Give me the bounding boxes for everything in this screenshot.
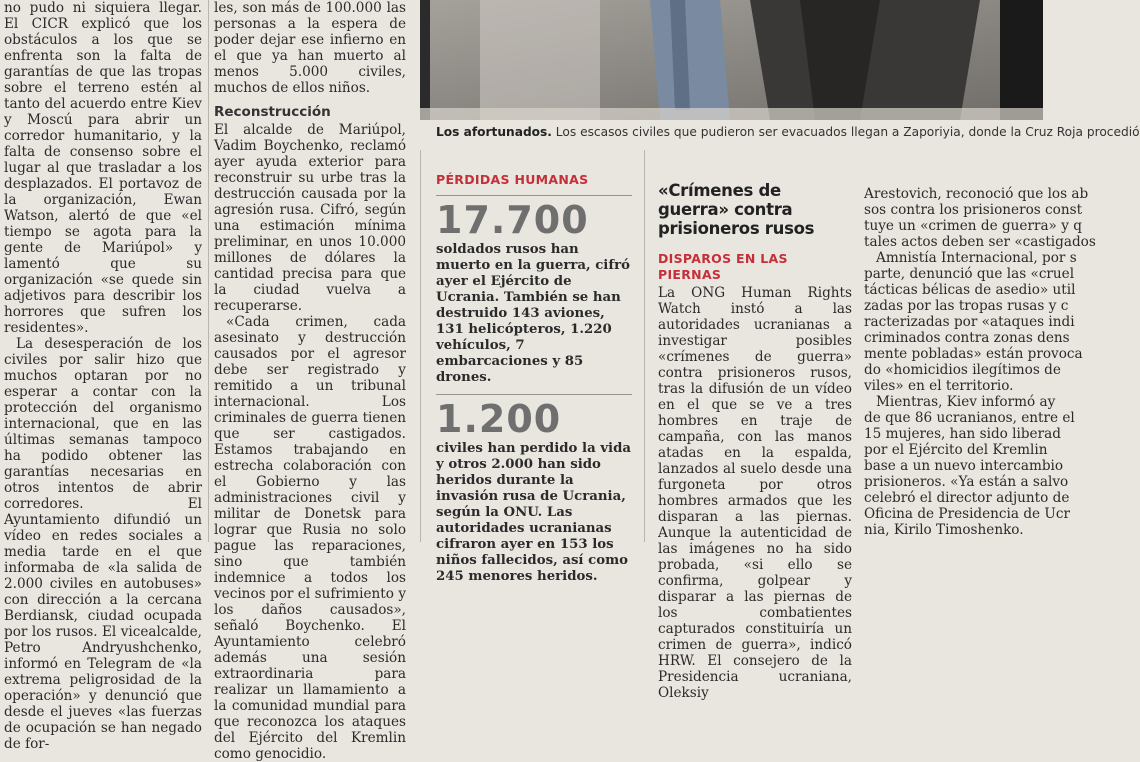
article-column-5 [864, 186, 1096, 538]
stats-divider [436, 195, 632, 196]
col1-paragraph-2: La desesperación de los civiles por salir hizo que muchos optaran por no esperar a contar con la protección del organismo internacional, que en las últimas semanas tampoco ha podido obtener las garantías necesarias en otros intentos de abrir corredores. El Ayuntamiento difundió un vídeo en redes sociales a media tarde en el que informaba de «la salida de 2.000 civiles en autobuses» con dirección a la cercana Berdiansk, ciudad ocupada por los rusos. El vicealcalde, Petro Andryushchenko, informó en Telegram de «la extrema peligrosidad de la operación» y denunció que desde el jueves «las fuerzas de ocupación se han negado de for- [4, 336, 202, 752]
col5-line: prisioneros. «Ya están a salvo [864, 474, 1069, 490]
col5-line: Mientras, Kiev informó ay [876, 394, 1056, 410]
col5-line: 15 mujeres, han sido liberad [864, 426, 1061, 442]
column-divider [644, 150, 645, 542]
col5-line: sos contra los prisioneros const [864, 202, 1083, 218]
col5-line: mente pobladas» están provoca [864, 346, 1083, 362]
col5-line: viles» en el territorio. [864, 378, 1014, 394]
stats-text-1: soldados rusos han muerto en la guerra, cifró ayer el Ejército de Ucrania. También se han destruido 143 aviones, 131 helicópteros, 1.220 vehículos, 7 embarcaciones y 85 drones. [436, 242, 630, 385]
col5-line: Arestovich, reconoció que los ab [864, 186, 1089, 202]
col5-line: racterizadas por «ataques indi [864, 314, 1075, 330]
column-divider [420, 150, 421, 542]
col5-line: criminados contra zonas dens [864, 330, 1070, 346]
col2-subheading: Reconstrucción [214, 104, 331, 120]
col2-paragraph-a: El alcalde de Mariúpol, Vadim Boychenko, reclamó ayer ayuda exterior para reconstruir su urbe tras la destrucción causada por la agresión rusa. Cifró, según una estimación mínima preliminar, en unos 10.000 millones de dólares la cantidad precisa para que la ciudad vuelva a recuperarse. [214, 122, 406, 314]
col5-line: por el Ejército del Kremlin [864, 442, 1048, 458]
col2-paragraph-b: «Cada crimen, cada asesinato y destrucción causados por el agresor debe ser registrado y remitido a un tribunal internacional. Los criminales de guerra tienen que ser castigados. Estamos trabajando en estrecha colaboración con el Gobierno y las administraciones civil y militar de Donetsk para lograr que Rusia no solo pague las reparaciones, sino que también indemnice a todos los vecinos por el sufrimiento y los daños causados», señaló Boychenko. El Ayuntamiento celebró además una sesión extraordinaria para realizar un llamamiento a la comunidad mundial para que reconozca los ataques del Ejército del Kremlin como genocidio. [214, 314, 406, 762]
article-column-1 [4, 0, 202, 752]
col4-paragraph: La ONG Human Rights Watch instó a las autoridades ucranianas a investigar posibles «crímenes de guerra» contra prisioneros rusos, tras la difusión de un vídeo en el que se ve a tres hombres en traje de campaña, con las manos atadas en la espalda, lanzados al suelo desde una furgoneta por otros hombres armados que les disparan a las piernas. Aunque la autenticidad de las imágenes no ha sido probada, «si ello se confirma, golpear y disparar a las piernas de los combatientes capturados constituiría un crimen de guerra», indicó HRW. El consejero de la Presidencia ucraniana, Oleksiy [658, 285, 852, 701]
col5-line: base a un nuevo intercambio [864, 458, 1064, 474]
col5-line: parte, denunció que las «cruel [864, 266, 1075, 282]
col5-line: nia, Kirilo Timoshenko. [864, 522, 1024, 538]
article-headline: «Crímenes de guerra» contra prisioneros rusos [658, 181, 815, 238]
article-column-4 [658, 181, 852, 701]
article-column-2 [214, 0, 406, 762]
article-kicker: DISPAROS EN LAS PIERNAS [658, 251, 788, 282]
col5-line: do «homicidios ilegítimos de [864, 362, 1061, 378]
column-divider [208, 0, 209, 542]
col5-line: zadas por las tropas rusas y c [864, 298, 1069, 314]
photo-image [420, 0, 1043, 120]
col5-line: Amnistía Internacional, por s [876, 250, 1077, 266]
news-photo [420, 0, 1043, 120]
col5-line: tuye un «crimen de guerra» y q [864, 218, 1082, 234]
col1-paragraph-1: no pudo ni siquiera llegar. El CICR explicó que los obstáculos a los que se enfrenta son la falta de garantías de que las tropas sobre el terreno estén al tanto del acuerdo entre Kiev y Moscú para abrir un corredor humanitario, y la falta de consenso sobre el lugar al que trasladar a los desplazados. El portavoz de la organización, Ewan Watson, alertó de que «el tiempo se agota para la gente de Mariúpol» y lamentó que su organización «se quede sin adjetivos para describir los horrores que sufren los residentes». [4, 0, 202, 336]
stats-text-2: civiles han perdido la vida y otros 2.000 han sido heridos durante la invasión rusa de Ucrania, según la ONU. Las autoridades ucranianas cifraron ayer en 153 los niños fallecidos, así como 245 menores heridos. [436, 441, 632, 584]
col2-paragraph-top: les, son más de 100.000 las personas a la espera de poder dejar ese infierno en el que ya han muerto al menos 5.000 civiles, muchos de ellos niños. [214, 0, 406, 96]
col5-line: Oficina de Presidencia de Ucr [864, 506, 1070, 522]
col5-line: de que 86 ucranianos, entre el [864, 410, 1075, 426]
caption-bold: Los afortunados. [436, 125, 552, 139]
stats-kicker: PÉRDIDAS HUMANAS [436, 172, 589, 187]
col5-line: tácticas bélicas de asedio» util [864, 282, 1076, 298]
caption-text: Los escasos civiles que pudieron ser evacuados llegan a Zaporiyia, donde la Cruz Roja procedió [551, 125, 1140, 139]
photo-caption [436, 125, 1140, 145]
col5-line: celebró el director adjunto de [864, 490, 1070, 506]
stats-box [436, 172, 632, 585]
stats-number-1: 17.700 [436, 198, 589, 242]
col5-line: tales actos deben ser «castigados [864, 234, 1096, 250]
stats-divider [436, 394, 632, 395]
stats-number-2: 1.200 [436, 397, 562, 441]
